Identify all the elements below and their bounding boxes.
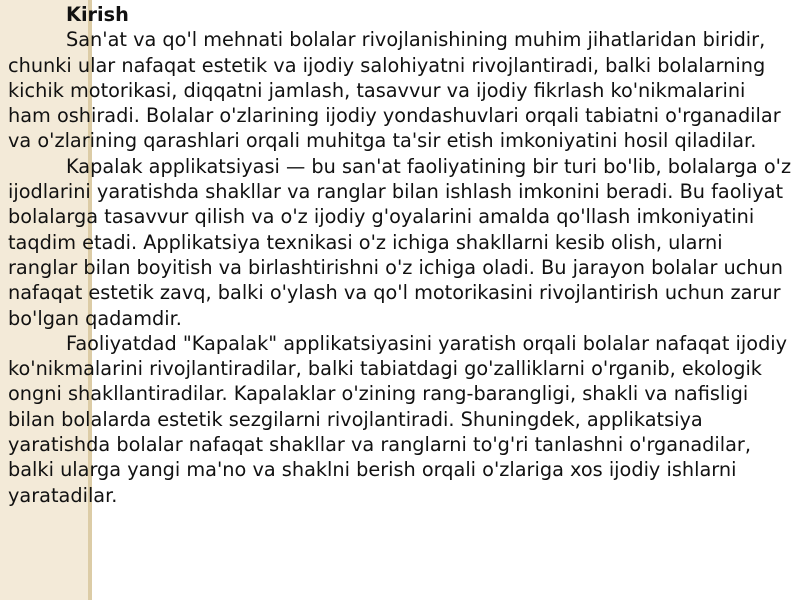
paragraph-1: San'at va qo'l mehnati bolalar rivojlanishining muhim jihatlaridan biridir, chunki ular nafaqat estetik va ijodiy salohiyatni rivojlantiradi, balki bolalarning kichik motorikasi, diqqatni jamlash, tasavvur va ijodiy fikrlash ko'nikmalarini ham oshiradi. Bolalar o'zlarining ijodiy yondashuvlari orqali tabiatni o'rganadilar va o'zlarining qarashlari orqali muhitga ta'sir etish imkoniyatini hosil qiladilar.: [8, 28, 781, 153]
paragraph-2: Kapalak applikatsiyasi — bu san'at faoliyatining bir turi bo'lib, bolalarga o'z ijodlarini yaratishda shakllar va ranglar bilan ishlash imkonini beradi. Bu faoliyat bolalarga tasavvur qilish va o'z ijodiy g'oyalarini amalda qo'llash imkoniyatini taqdim etadi. Applikatsiya texnikasi o'z ichiga shakllarni kesib olish, ularni ranglar bilan boyitish va birlashtirishni o'z ichiga oladi. Bu jarayon bolalar uchun nafaqat estetik zavq, balki o'ylash va qo'l motorikasini rivojlantirish uchun zarur bo'lgan qadamdir.: [8, 154, 792, 330]
paragraph-3: Faoliyatdad "Kapalak" applikatsiyasini yaratish orqali bolalar nafaqat ijodiy ko'nikmalarini rivojlantiradilar, balki tabiatdagi go'zalliklarni o'rganib, ekologik ongni shakllantiradilar. Kapalaklar o'zining rang-barangligi, shakli va nafisligi bilan bolalarda estetik sezgilarni rivojlantiradi. Shuningdek, applikatsiya yaratishda bolalar nafaqat shakllar va ranglarni to'g'ri tanlashni o'rganadilar, balki ularga yangi ma'no va shaklni berish orqali o'zlariga xos ijodiy ishlarni yaratadilar.: [8, 331, 788, 507]
document-body: [8, 2, 792, 508]
section-heading: Kirish: [66, 3, 129, 26]
